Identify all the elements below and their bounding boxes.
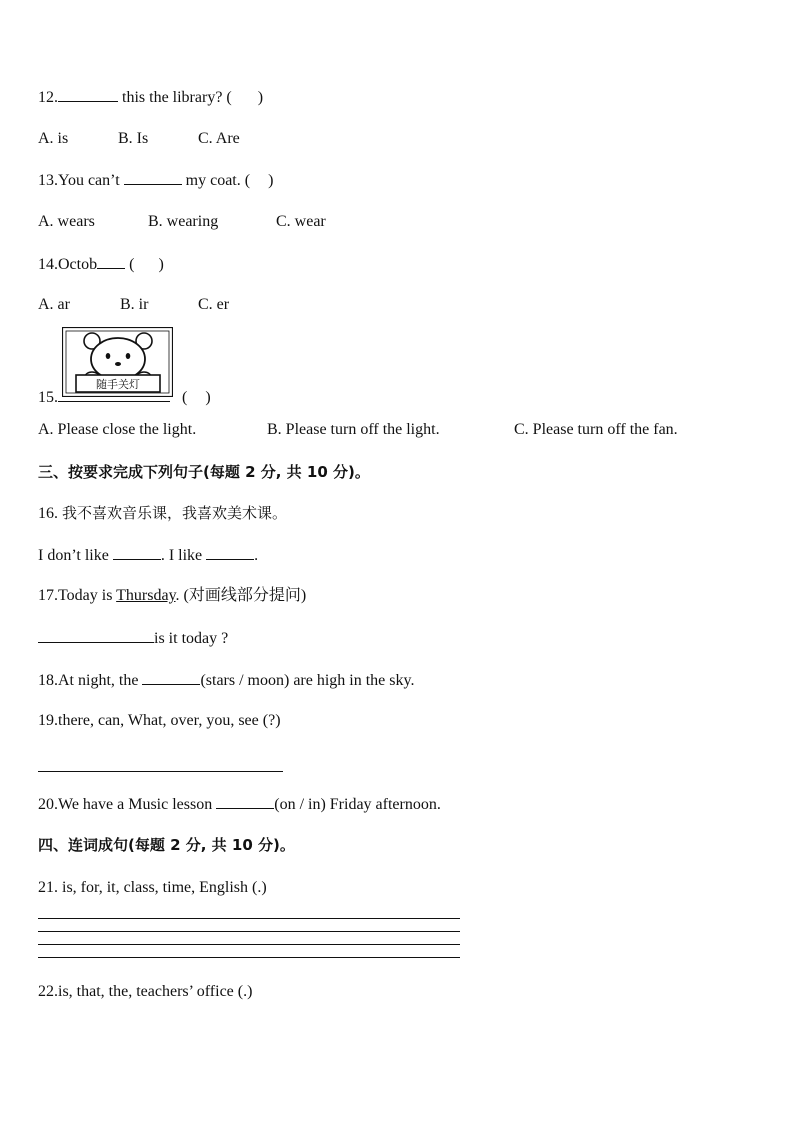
answer-line-21-3[interactable] — [38, 944, 460, 945]
question-text: my coat. ( — [181, 172, 251, 189]
question-instruction: . (对画线部分提问) — [175, 587, 307, 604]
option-c[interactable]: C. Are — [198, 130, 240, 147]
option-b[interactable]: B. ir — [120, 296, 149, 313]
option-a[interactable]: A. wears — [38, 213, 95, 230]
question-text-pre: Today is — [58, 587, 117, 604]
question-number: 12. — [38, 89, 58, 106]
option-b[interactable]: B. Please turn off the light. — [267, 421, 440, 438]
answer-text: is it today ? — [154, 630, 229, 647]
answer-blank[interactable] — [216, 794, 274, 809]
option-c[interactable]: C. er — [198, 296, 230, 313]
answer-line-21-1[interactable] — [38, 918, 460, 919]
question-number: 16. — [38, 505, 58, 522]
question-number: 21. — [38, 879, 58, 896]
answer-16 — [38, 545, 764, 566]
answer-text: . I like — [160, 547, 207, 564]
question-number: 13. — [38, 172, 58, 189]
sign-text: 随手关灯 — [96, 378, 140, 391]
option-c[interactable]: C. wear — [276, 213, 326, 230]
question-21 — [38, 878, 764, 898]
answer-text: I don’t like — [38, 547, 113, 564]
answer-blank[interactable] — [58, 87, 118, 102]
answer-blank-1[interactable] — [113, 545, 161, 560]
question-number: 18. — [38, 672, 58, 689]
option-a[interactable]: A. ar — [38, 296, 70, 313]
question-number: 14. — [38, 256, 58, 273]
question-22 — [38, 982, 764, 1002]
answer-blank-2[interactable] — [206, 545, 254, 560]
question-20 — [38, 794, 764, 815]
answer-blank[interactable] — [142, 670, 200, 685]
option-a[interactable]: A. Please close the light. — [38, 421, 197, 438]
answer-blank — [58, 387, 170, 402]
answer-blank[interactable] — [124, 170, 182, 185]
question-14 — [38, 254, 764, 275]
paren-close: ) — [257, 89, 264, 106]
question-text-pre: At night, the — [58, 672, 143, 689]
answer-line-21-2[interactable] — [38, 931, 460, 932]
question-text: there, can, What, over, you, see (?) — [58, 712, 281, 729]
question-18 — [38, 670, 764, 691]
question-number: 22. — [38, 983, 58, 1000]
paren-close: ) — [158, 256, 164, 273]
option-b[interactable]: B. wearing — [148, 213, 219, 230]
question-text-pre: We have a Music lesson — [58, 796, 217, 813]
question-text: is, for, it, class, time, English (.) — [58, 879, 267, 896]
question-text-pre: You can’t — [58, 172, 124, 189]
paren-open: ( — [182, 389, 188, 406]
answer-line-21-4[interactable] — [38, 957, 460, 958]
question-text: this the library? ( — [118, 89, 232, 106]
question-text: is, that, the, teachers’ office (.) — [58, 983, 253, 1000]
question-text: ( — [125, 256, 135, 273]
underlined-word: Thursday — [116, 587, 176, 604]
question-number: 17. — [38, 587, 58, 604]
option-a[interactable]: A. is — [38, 130, 69, 147]
section-4-heading: 四、连词成句(每题 2 分, 共 10 分)。 — [38, 836, 295, 854]
question-13 — [38, 170, 764, 191]
question-number: 20. — [38, 796, 58, 813]
question-number: 15. — [38, 389, 58, 406]
answer-17 — [38, 628, 764, 649]
paren-close: ) — [205, 389, 211, 406]
question-text-pre: Octob — [58, 256, 98, 273]
question-text: (stars / moon) are high in the sky. — [200, 672, 415, 689]
answer-blank[interactable] — [38, 628, 154, 643]
answer-line-19[interactable] — [38, 771, 283, 772]
answer-text: . — [254, 547, 259, 564]
paren-close: ) — [268, 172, 274, 189]
option-b[interactable]: B. Is — [118, 130, 149, 147]
question-text: (on / in) Friday afternoon. — [274, 796, 441, 813]
question-prompt: 我不喜欢音乐课，我喜欢美术课。 — [62, 504, 288, 522]
question-16 — [38, 503, 764, 524]
question-15 — [38, 387, 764, 408]
question-12 — [38, 87, 764, 108]
question-17 — [38, 586, 764, 606]
section-3-heading: 三、按要求完成下列句子(每题 2 分, 共 10 分)。 — [38, 463, 370, 481]
question-19 — [38, 711, 764, 731]
question-number: 19. — [38, 712, 58, 729]
answer-blank[interactable] — [97, 254, 125, 269]
option-c[interactable]: C. Please turn off the fan. — [514, 421, 678, 438]
